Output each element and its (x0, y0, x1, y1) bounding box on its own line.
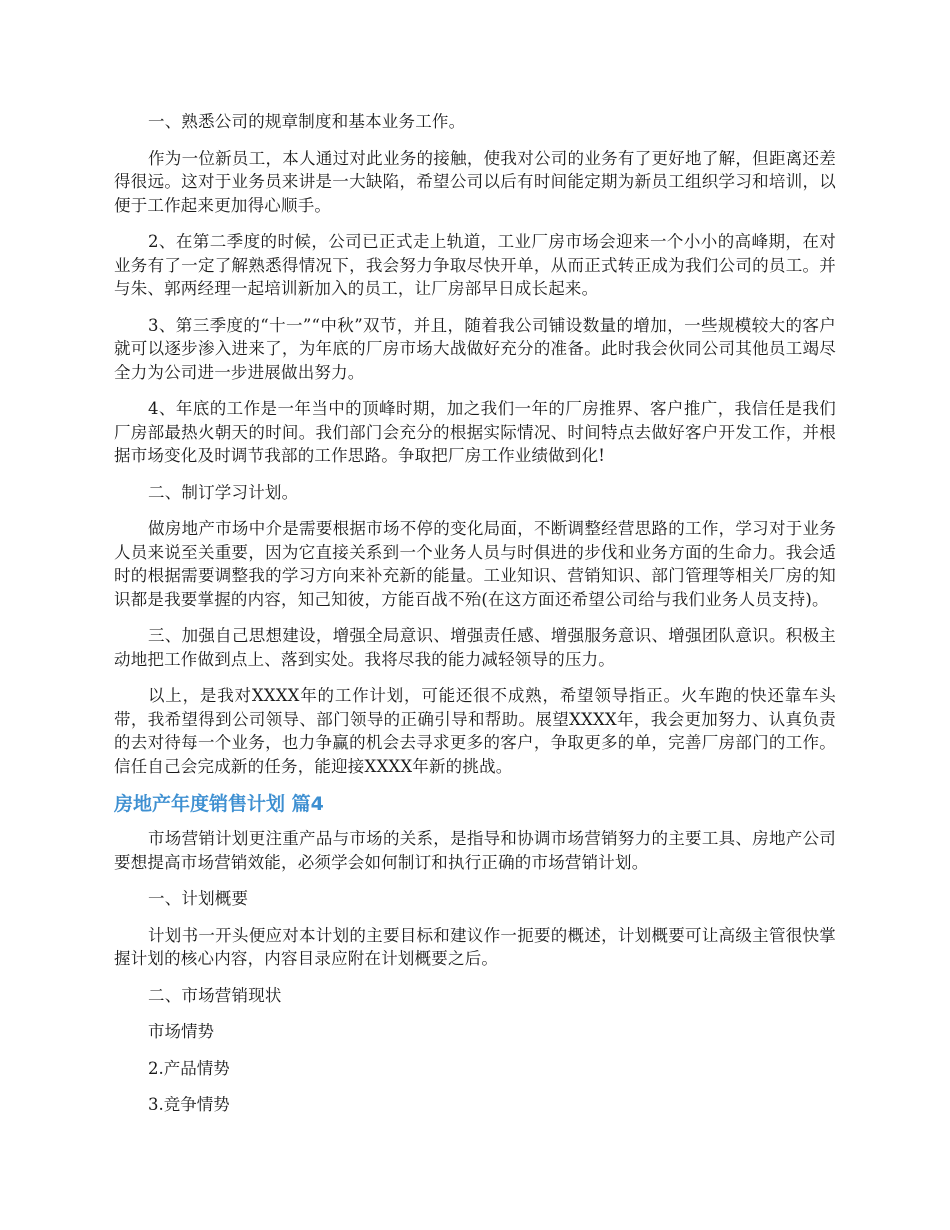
paragraph: 二、制订学习计划。 (148, 482, 299, 502)
paragraph: 2、在第二季度的时候，公司已正式走上轨道，工业厂房市场会迎来一个小小的高峰期，在对业务有了一定了解熟悉得情况下，我会努力争取尽快开单，从而正式转正成为我们公司的员工。并与朱、郭两经理一起培训新加入的员工，让厂房部早日成长起来。 (114, 232, 836, 298)
paragraph: 市场营销计划更注重产品与市场的关系，是指导和协调市场营销努力的主要工具、房地产公司要想提高市场营销效能，必须学会如何制订和执行正确的市场营销计划。 (114, 829, 836, 872)
paragraph: 4、年底的工作是一年当中的顶峰时期，加之我们一年的厂房推界、客户推广，我信任是我们厂房部最热火朝天的时间。我们部门会充分的根据实际情况、时间特点去做好客户开发工作，并根据市场变化及时调节我部的工作思路。争取把厂房工作业绩做到化! (114, 399, 836, 465)
paragraph: 一、熟悉公司的规章制度和基本业务工作。 (148, 112, 466, 131)
paragraph: 3、第三季度的“十一”“中秋”双节，并且，随着我公司铺设数量的增加，一些规模较大的客户就可以逐步渗入进来了，为年底的厂房市场大战做好充分的准备。此时我会伙同公司其他员工竭尽全力为公司进一步进展做出努力。 (114, 315, 836, 382)
paragraph: 二、市场营销现状 (148, 985, 282, 1005)
paragraph: 一、计划概要 (148, 889, 249, 908)
paragraph: 作为一位新员工，本人通过对此业务的接触，使我对公司的业务有了更好地了解，但距离还差得很远。这对于业务员来讲是一大缺陷，希望公司以后有时间能定期为新员工组织学习和培训，以便于工作起来更加得心顺手。 (114, 148, 836, 215)
document-page (114, 110, 836, 1130)
section-heading: 房地产年度销售计划 篇4 (114, 793, 324, 815)
list-item: 3.竞争情势 (148, 1095, 230, 1114)
paragraph: 三、加强自己思想建设，增强全局意识、增强责任感、增强服务意识、增强团队意识。积极主动地把工作做到点上、落到实处。我将尽我的能力减轻领导的压力。 (114, 626, 836, 669)
list-item: 2.产品情势 (148, 1058, 230, 1078)
paragraph: 计划书一开头便应对本计划的主要目标和建议作一扼要的概述，计划概要可让高级主管很快掌握计划的核心内容，内容目录应附在计划概要之后。 (114, 925, 836, 968)
paragraph: 做房地产市场中介是需要根据市场不停的变化局面，不断调整经营思路的工作，学习对于业务人员来说至关重要，因为它直接关系到一个业务人员与时俱进的步伐和业务方面的生命力。我会适时的根据需要调整我的学习方向来补充新的能量。工业知识、营销知识、部门管理等相关厂房的知识都是我要掌握的内容，知己知彼，方能百战不殆(在这方面还希望公司给与我们业务人员支持)。 (114, 519, 836, 609)
paragraph: 以上，是我对XXXX年的工作计划，可能还很不成熟，希望领导指正。火车跑的快还靠车头带，我希望得到公司领导、部门领导的正确引导和帮助。展望XXXX年，我会更加努力、认真负责的去对待每一个业务，也力争赢的机会去寻求更多的客户，争取更多的单，完善厂房部门的工作。信任自己会完成新的任务，能迎接XXXX年新的挑战。 (114, 686, 836, 776)
list-item: 市场情势 (148, 1022, 214, 1041)
